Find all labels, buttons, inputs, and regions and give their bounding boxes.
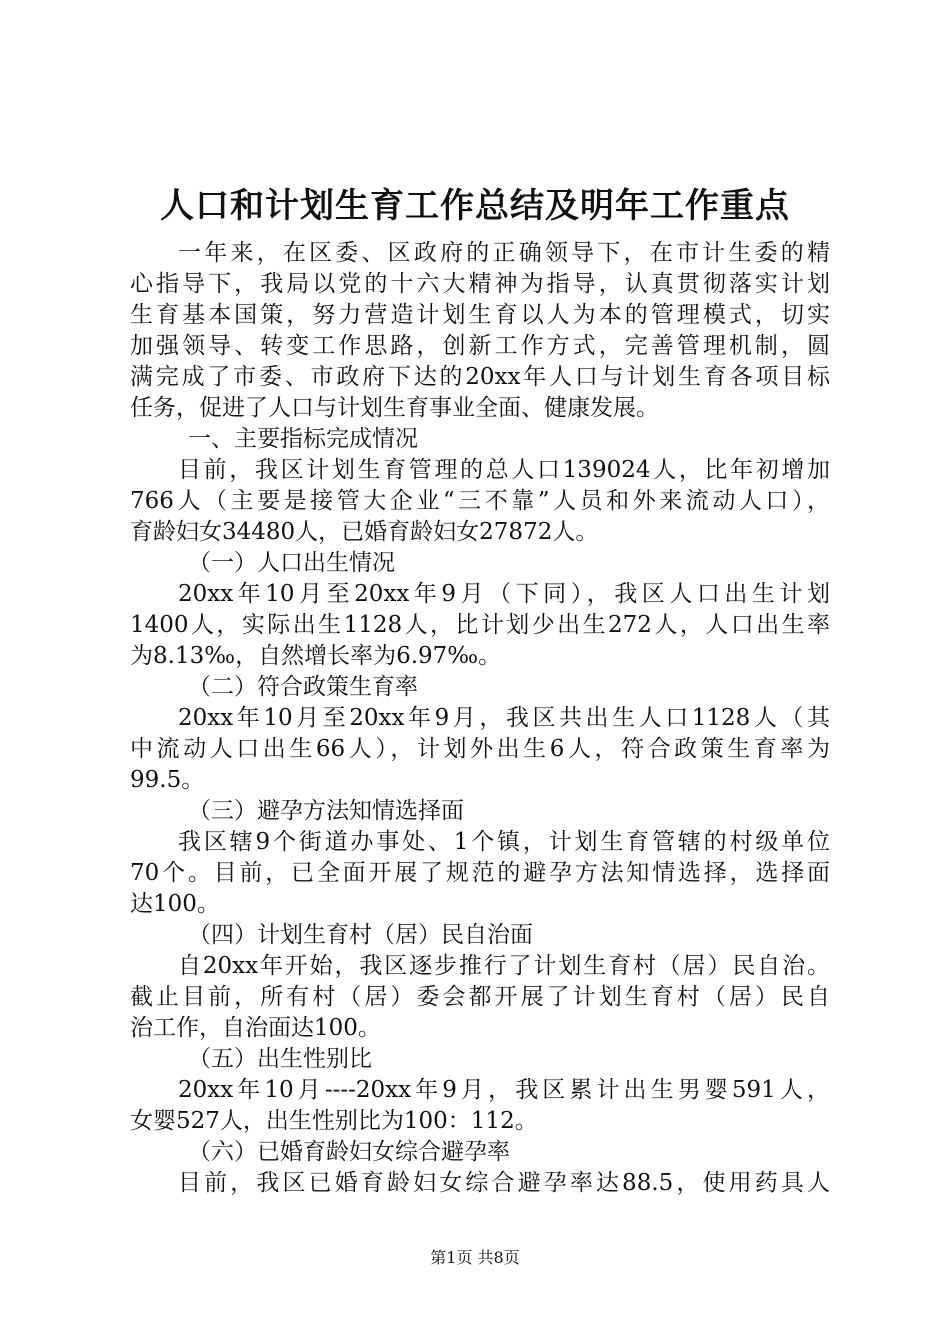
paragraph-line: 20xx年10月至20xx年9月，我区共出生人口1128人（其 xyxy=(178,705,830,731)
document-title: 人口和计划生育工作总结及明年工作重点 xyxy=(160,186,790,226)
section-heading: 一、主要指标完成情况 xyxy=(188,426,418,452)
paragraph-line: 一年来，在区委、区政府的正确领导下，在市计生委的精 xyxy=(178,240,830,266)
paragraph-line: 20xx年10月至20xx年9月（下同），我区人口出生计划 xyxy=(178,581,830,607)
paragraph-line: 为8.13‰，自然增长率为6.97‰。 xyxy=(130,643,502,669)
subsection-heading: （五）出生性别比 xyxy=(188,1046,372,1072)
subsection-heading: （二）符合政策生育率 xyxy=(188,674,418,700)
paragraph-line: 达100。 xyxy=(130,891,220,917)
paragraph-line: 满完成了市委、市政府下达的20xx年人口与计划生育各项目标 xyxy=(130,364,830,390)
paragraph-line: 20xx年10月----20xx年9月，我区累计出生男婴591人， xyxy=(178,1077,830,1103)
page-footer: 第1页 共8页 xyxy=(430,1248,520,1267)
paragraph-line: 99.5。 xyxy=(130,767,205,793)
paragraph-line: 加强领导、转变工作思路，创新工作方式，完善管理机制，圆 xyxy=(130,333,830,359)
paragraph-line: 心指导下，我局以党的十六大精神为指导，认真贯彻落实计划 xyxy=(130,271,830,297)
paragraph-line: 育龄妇女34480人，已婚育龄妇女27872人。 xyxy=(130,519,599,545)
paragraph-line: 截止目前，所有村（居）委会都开展了计划生育村（居）民自 xyxy=(130,984,830,1010)
paragraph-line: 女婴527人，出生性别比为100：112。 xyxy=(130,1108,538,1134)
paragraph-line: 1400人，实际出生1128人，比计划少出生272人，人口出生率 xyxy=(130,612,830,638)
paragraph-line: 我区辖9个街道办事处、1个镇，计划生育管辖的村级单位 xyxy=(178,829,830,855)
subsection-heading: （四）计划生育村（居）民自治面 xyxy=(188,922,533,948)
paragraph-line: 766人（主要是接管大企业“三不靠”人员和外来流动人口）， xyxy=(130,488,830,514)
paragraph-line: 目前，我区计划生育管理的总人口139024人，比年初增加 xyxy=(178,457,830,483)
paragraph-line: 治工作，自治面达100。 xyxy=(130,1015,381,1041)
paragraph-line: 目前，我区已婚育龄妇女综合避孕率达88.5，使用药具人 xyxy=(178,1170,830,1196)
paragraph-line: 生育基本国策，努力营造计划生育以人为本的管理模式，切实 xyxy=(130,302,830,328)
paragraph-line: 中流动人口出生66人），计划外出生6人，符合政策生育率为 xyxy=(130,736,830,762)
subsection-heading: （六）已婚育龄妇女综合避孕率 xyxy=(188,1139,510,1165)
paragraph-line: 自20xx年开始，我区逐步推行了计划生育村（居）民自治。 xyxy=(178,953,830,979)
subsection-heading: （一）人口出生情况 xyxy=(188,550,395,576)
paragraph-line: 70个。目前，已全面开展了规范的避孕方法知情选择，选择面 xyxy=(130,860,830,886)
subsection-heading: （三）避孕方法知情选择面 xyxy=(188,798,464,824)
document-body xyxy=(130,238,830,1199)
paragraph-line: 任务，促进了人口与计划生育事业全面、健康发展。 xyxy=(130,395,659,421)
